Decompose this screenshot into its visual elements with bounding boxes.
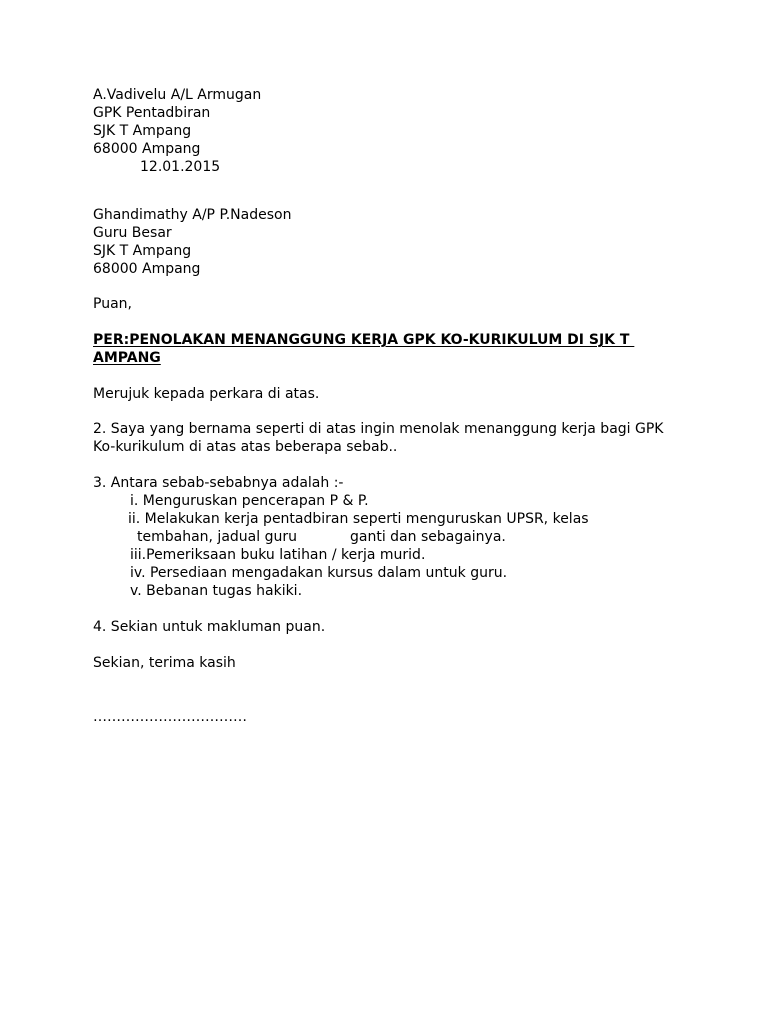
reason-iv: iv. Persediaan mengadakan kursus dalam untuk guru.	[130, 565, 508, 581]
recipient-address: 68000 Ampang	[93, 261, 201, 277]
letter-date: 12.01.2015	[140, 159, 221, 175]
reason-ii-line-2b: ganti dan sebagainya.	[350, 529, 506, 545]
reason-iii: iii.Pemeriksaan buku latihan / kerja murid.	[130, 547, 426, 563]
subject-line-2: AMPANG	[93, 350, 161, 366]
paragraph-2-line-2: Ko-kurikulum di atas atas beberapa sebab..	[93, 439, 398, 455]
reason-ii-line-2a: tembahan, jadual guru	[137, 529, 297, 545]
recipient-name: Ghandimathy A/P P.Nadeson	[93, 207, 292, 223]
signature-line: ……………………………	[93, 709, 247, 725]
reason-ii-line-1: ii. Melakukan kerja pentadbiran seperti menguruskan UPSR, kelas	[128, 511, 589, 527]
closing: Sekian, terima kasih	[93, 655, 236, 671]
sender-address: 68000 Ampang	[93, 141, 201, 157]
sender-name: A.Vadivelu A/L Armugan	[93, 87, 262, 103]
sender-position: GPK Pentadbiran	[93, 105, 211, 121]
subject-line-1: PER:PENOLAKAN MENANGGUNG KERJA GPK KO-KURIKULUM DI SJK T	[93, 332, 635, 348]
recipient-position: Guru Besar	[93, 225, 172, 241]
salutation: Puan,	[93, 296, 132, 312]
reason-i: i. Menguruskan pencerapan P & P.	[130, 493, 369, 509]
recipient-school: SJK T Ampang	[93, 243, 192, 259]
sender-school: SJK T Ampang	[93, 123, 192, 139]
intro-paragraph: Merujuk kepada perkara di atas.	[93, 386, 320, 402]
reason-v: v. Bebanan tugas hakiki.	[130, 583, 303, 599]
paragraph-4: 4. Sekian untuk makluman puan.	[93, 619, 326, 635]
paragraph-2-line-1: 2. Saya yang bernama seperti di atas ingin menolak menanggung kerja bagi GPK	[93, 421, 664, 437]
paragraph-3-heading: 3. Antara sebab-sebabnya adalah :-	[93, 475, 344, 491]
